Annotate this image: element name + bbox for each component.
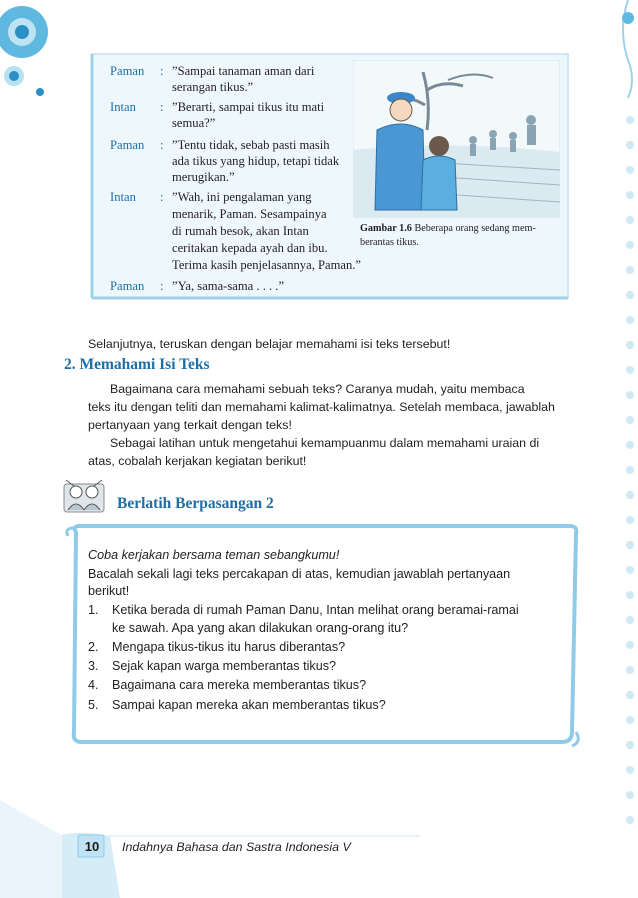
speaker-colon: : (160, 138, 164, 152)
speaker-label: Intan (110, 190, 136, 204)
paragraph-line: teks itu dengan teliti dan memahami kalimat-kalimatnya. Setelah membaca, jawablah (88, 400, 555, 414)
dialog-line: ada tikus yang hidup, tetapi tidak (172, 154, 340, 168)
dialog-line: di rumah besok, akan Intan (172, 224, 309, 238)
dialog-line: semua?” (172, 116, 216, 130)
dialog-line: ”Sampai tanaman aman dari (172, 64, 315, 78)
page-number: 10 (84, 839, 100, 854)
dialog-line: merugikan.” (172, 170, 235, 184)
dialog-line: Terima kasih penjelasannya, Paman.” (172, 258, 362, 272)
dialog-line: ”Berarti, sampai tikus itu mati (172, 100, 325, 114)
figure-caption (360, 222, 566, 249)
right-edge-decoration (614, 0, 638, 898)
question-number: 2. (88, 640, 99, 654)
question-number: 1. (88, 603, 99, 617)
dialog-line: ”Wah, ini pengalaman yang (172, 190, 312, 204)
question-text: Sampai kapan mereka akan memberantas tikus? (112, 698, 386, 712)
dialog-line: ”Tentu tidak, sebab pasti masih (172, 138, 330, 152)
caption-label: Gambar 1.6 (360, 223, 412, 234)
book-title: Indahnya Bahasa dan Sastra Indonesia V (122, 840, 351, 854)
pair-work-icon (62, 476, 106, 514)
dialog-line: ceritakan kepada ayah dan ibu. (172, 241, 328, 255)
practice-instruction: Coba kerjakan bersama teman sebangkumu! (88, 548, 340, 562)
speaker-colon: : (160, 190, 164, 204)
question-text: Bagaimana cara mereka memberantas tikus? (112, 678, 367, 692)
rat-eradication-illustration (353, 60, 560, 218)
paragraph-line: atas, cobalah kerjakan kegiatan berikut! (88, 454, 307, 468)
paragraph-line: Sebagai latihan untuk mengetahui kemampuanmu dalam memahami uraian di (110, 436, 540, 450)
dialog-line: serangan tikus.” (172, 80, 254, 94)
paragraph-line: Bagaimana cara memahami sebuah teks? Caranya mudah, yaitu membaca (110, 382, 525, 396)
question-text: Mengapa tikus-tikus itu harus diberantas? (112, 640, 346, 654)
intro-paragraph: Selanjutnya, teruskan dengan belajar memahami isi teks tersebut! (88, 337, 451, 351)
section-heading: 2. Memahami Isi Teks (64, 356, 210, 373)
practice-title: Berlatih Berpasangan 2 (117, 495, 274, 512)
question-text: Ketika berada di rumah Paman Danu, Intan melihat orang beramai-ramai (112, 603, 519, 617)
speaker-label: Paman (110, 138, 145, 152)
speaker-label: Paman (110, 279, 145, 293)
speaker-label: Paman (110, 64, 145, 78)
practice-lead-line: Bacalah sekali lagi teks percakapan di atas, kemudian jawablah pertanyaan (88, 567, 511, 581)
question-number: 4. (88, 678, 99, 692)
speaker-label: Intan (110, 100, 136, 114)
question-number: 5. (88, 698, 99, 712)
question-text: Sejak kapan warga memberantas tikus? (112, 659, 337, 673)
speaker-colon: : (160, 279, 164, 293)
dialog-line: ”Ya, sama-sama . . . .” (172, 279, 285, 293)
question-text: ke sawah. Apa yang akan dilakukan orang-orang itu? (112, 621, 409, 635)
practice-lead-line: berikut! (88, 584, 130, 598)
caption-text: Beberapa orang sedang mem- (414, 223, 536, 234)
dialog-line: menarik, Paman. Sesampainya (172, 207, 327, 221)
corner-circles-decoration (0, 0, 80, 110)
paragraph-line: pertanyaan yang terkait dengan teks! (88, 418, 292, 432)
speaker-colon: : (160, 64, 164, 78)
speaker-colon: : (160, 100, 164, 114)
caption-text: berantas tikus. (360, 236, 419, 248)
question-number: 3. (88, 659, 99, 673)
